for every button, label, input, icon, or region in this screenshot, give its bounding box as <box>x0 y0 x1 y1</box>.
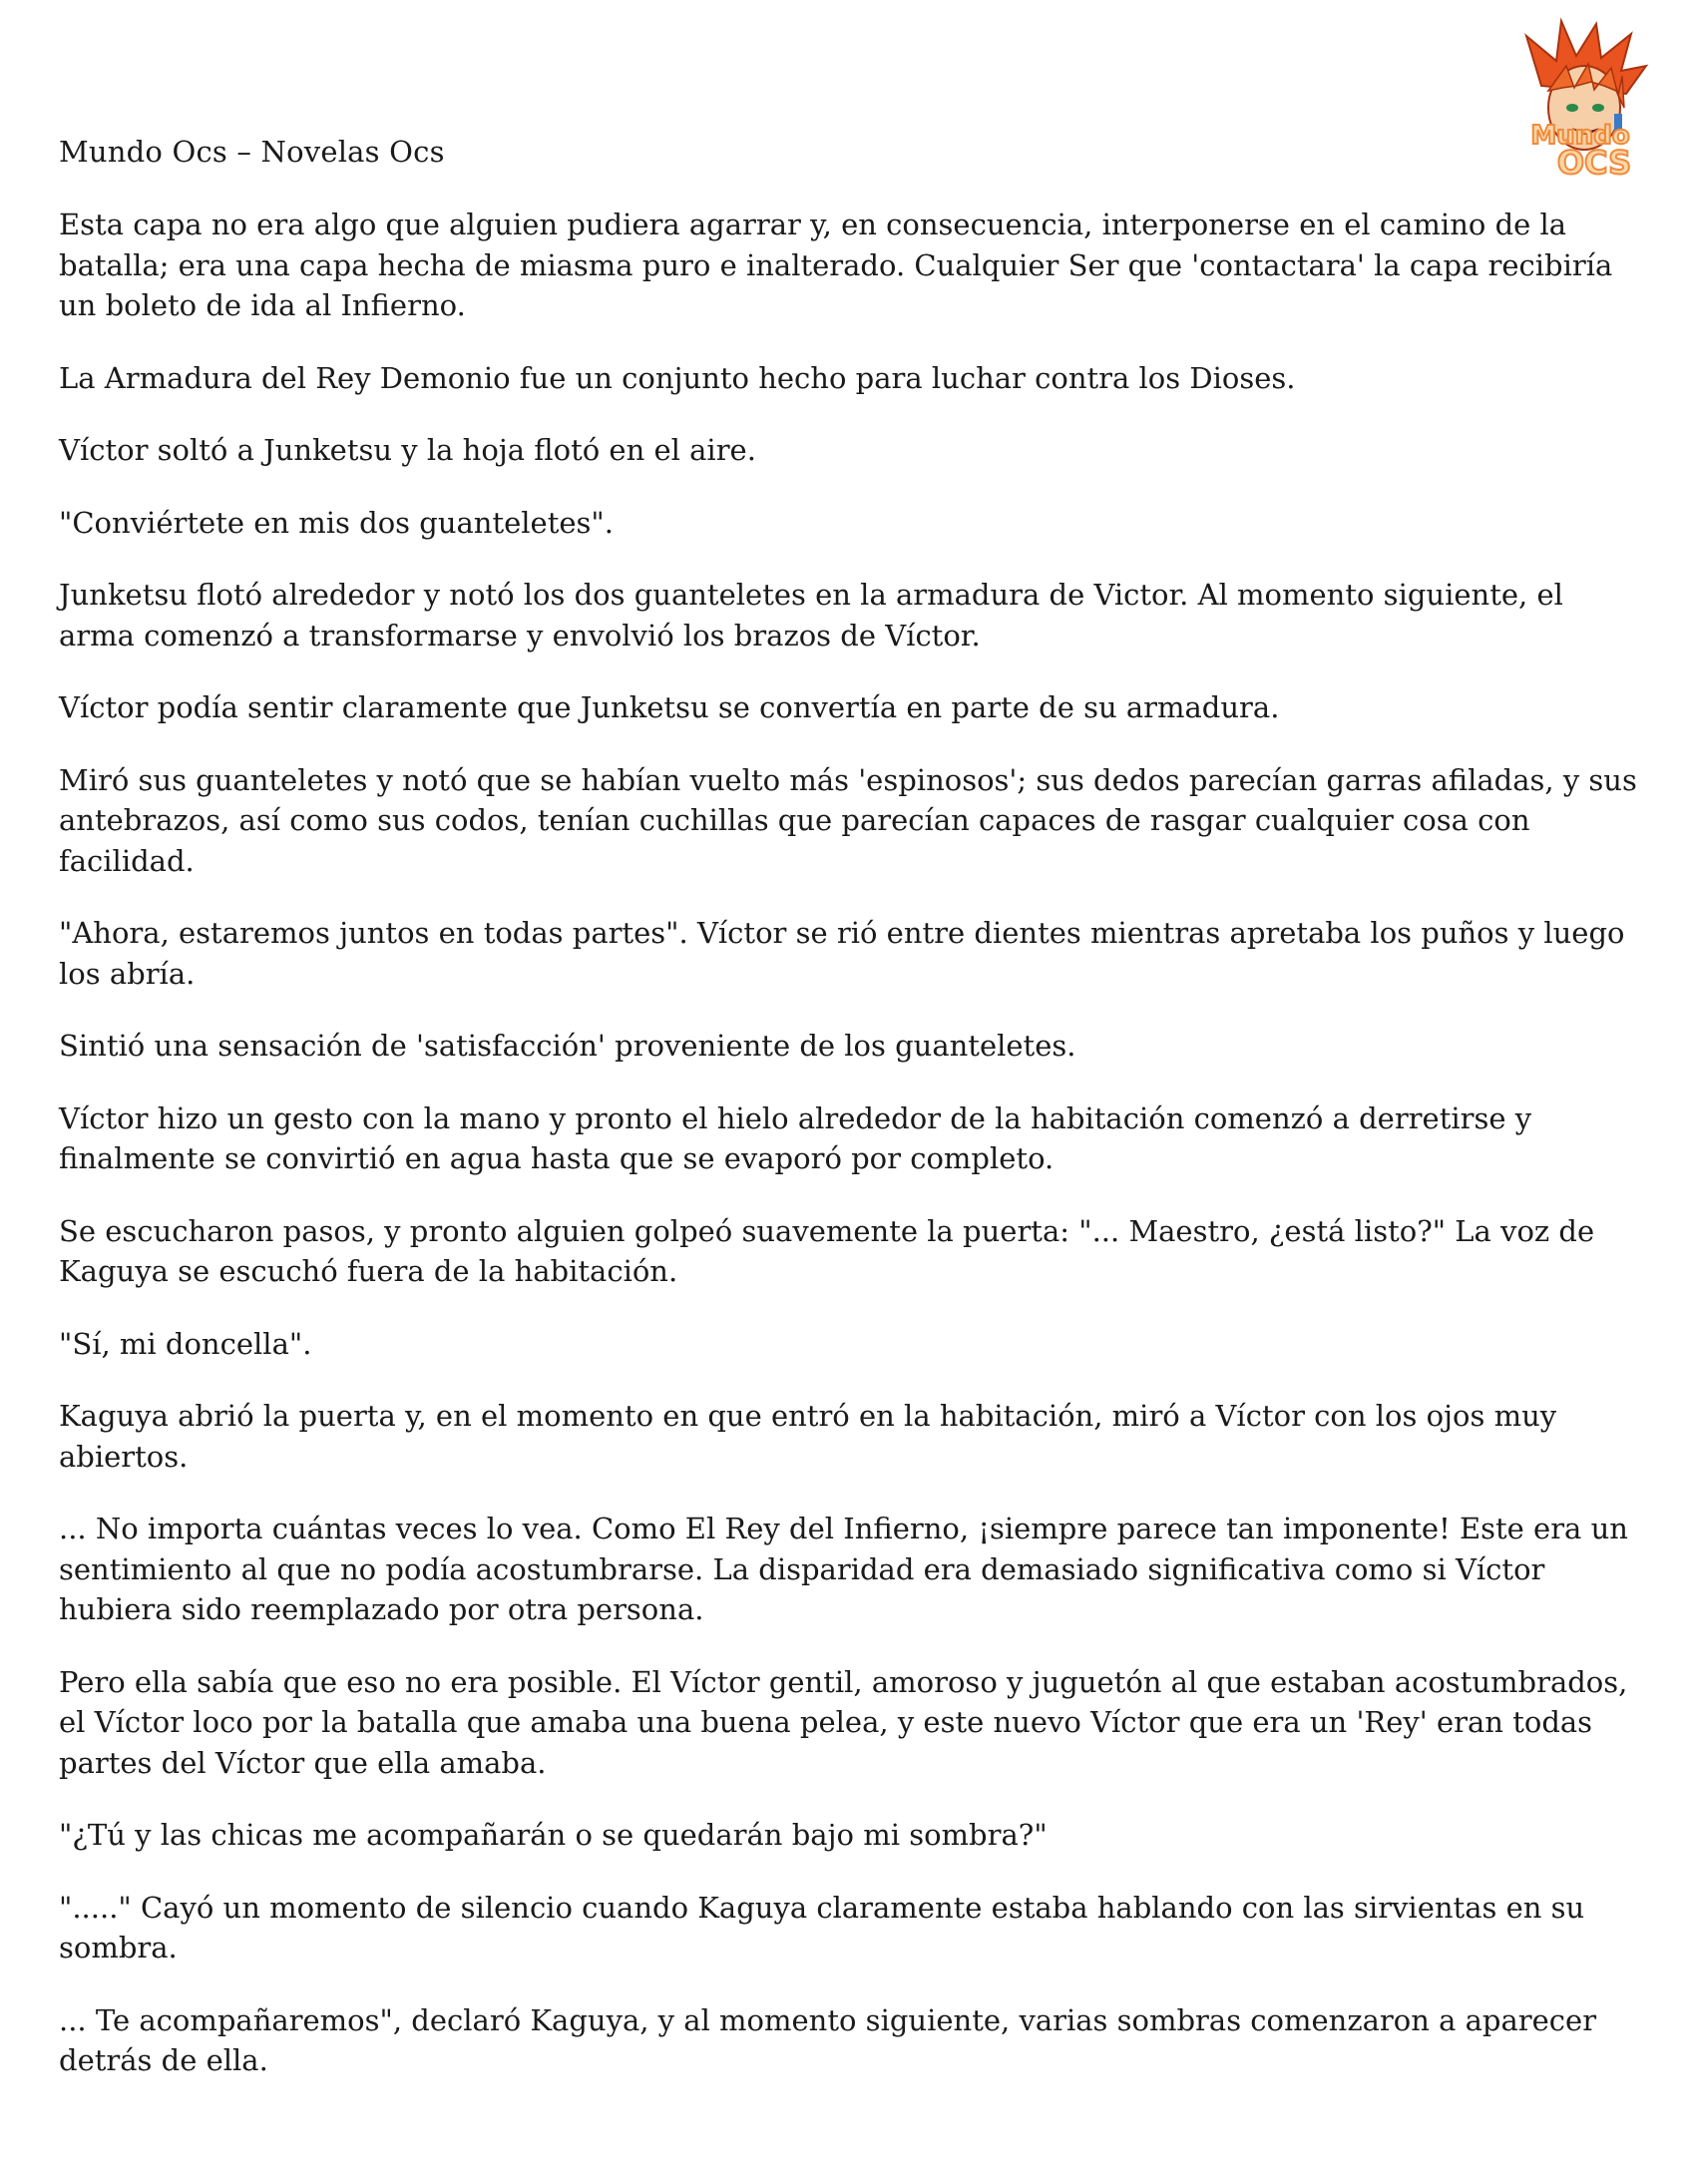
paragraph: ... Te acompañaremos", declaró Kaguya, y al momento siguiente, varias sombras comenzaron a aparecer detrás de ella. <box>59 2002 1597 2077</box>
paragraph: "Conviértete en mis dos guanteletes". <box>59 505 614 540</box>
paragraph: Se escucharon pasos, y pronto alguien golpeó suavemente la puerta: "... Maestro, ¿está listo?" La voz de Kaguya se escuchó fuera de la habitación. <box>59 1213 1595 1288</box>
paragraph: ... No importa cuántas veces lo vea. Como El Rey del Infierno, ¡siempre parece tan imponente! Este era un sentimiento al que no podía acostumbrarse. La disparidad era demasiado significativa como si Víctor hubiera sido reemplazado por otra persona. <box>59 1512 1628 1626</box>
paragraph: Kaguya abrió la puerta y, en el momento en que entró en la habitación, miró a Víctor con los ojos muy abiertos. <box>59 1399 1557 1474</box>
paragraph: Junketsu flotó alrededor y notó los dos guanteletes en la armadura de Victor. Al momento siguiente, el arma comenzó a transformarse y envolvió los brazos de Víctor. <box>59 578 1563 653</box>
paragraph: Miró sus guanteletes y notó que se habían vuelto más 'espinosos'; sus dedos parecían garras afiladas, y sus antebrazos, así como sus codos, tenían cuchillas que parecían capaces de rasgar cualquier cosa con facilidad. <box>59 762 1637 878</box>
paragraph: La Armadura del Rey Demonio fue un conjunto hecho para luchar contra los Dioses. <box>59 360 1296 395</box>
paragraph: Víctor hizo un gesto con la mano y pronto el hielo alrededor de la habitación comenzó a derretirse y finalmente se convirtió en agua hasta que se evaporó por completo. <box>59 1100 1532 1175</box>
mundo-ocs-logo <box>1496 16 1666 186</box>
paragraph: Sintió una sensación de 'satisfacción' proveniente de los guanteletes. <box>59 1029 1076 1063</box>
logo-text-mundo: Mundo <box>1530 121 1630 151</box>
paragraph: "Sí, mi doncella". <box>59 1326 312 1361</box>
paragraph: Víctor podía sentir claramente que Junketsu se convertía en parte de su armadura. <box>59 690 1280 724</box>
logo-text-ocs: OCS <box>1556 144 1632 182</box>
paragraph: Pero ella sabía que eso no era posible. El Víctor gentil, amoroso y juguetón al que estaban acostumbrados, el Víctor loco por la batalla que amaba una buena pelea, y este nuevo Víctor que era un 'Rey' eran todas partes del Víctor que ella amaba. <box>59 1664 1628 1780</box>
page-header-title: Mundo Ocs – Novelas Ocs <box>59 135 445 169</box>
paragraph: "....." Cayó un momento de silencio cuando Kaguya claramente estaba hablando con las sirvientas en su sombra. <box>59 1890 1585 1965</box>
paragraph: Víctor soltó a Junketsu y la hoja flotó en el aire. <box>59 433 756 467</box>
paragraph: "Ahora, estaremos juntos en todas partes". Víctor se rió entre dientes mientras apretaba los puños y luego los abría. <box>59 916 1625 991</box>
paragraph: "¿Tú y las chicas me acompañarán o se quedarán bajo mi sombra?" <box>59 1818 1048 1852</box>
document-body <box>59 205 1645 2113</box>
paragraph: Esta capa no era algo que alguien pudiera agarrar y, en consecuencia, interponerse en el camino de la batalla; era una capa hecha de miasma puro e inalterado. Cualquier Ser que 'contactara' la capa recibiría un boleto de ida al Infierno. <box>59 208 1613 322</box>
